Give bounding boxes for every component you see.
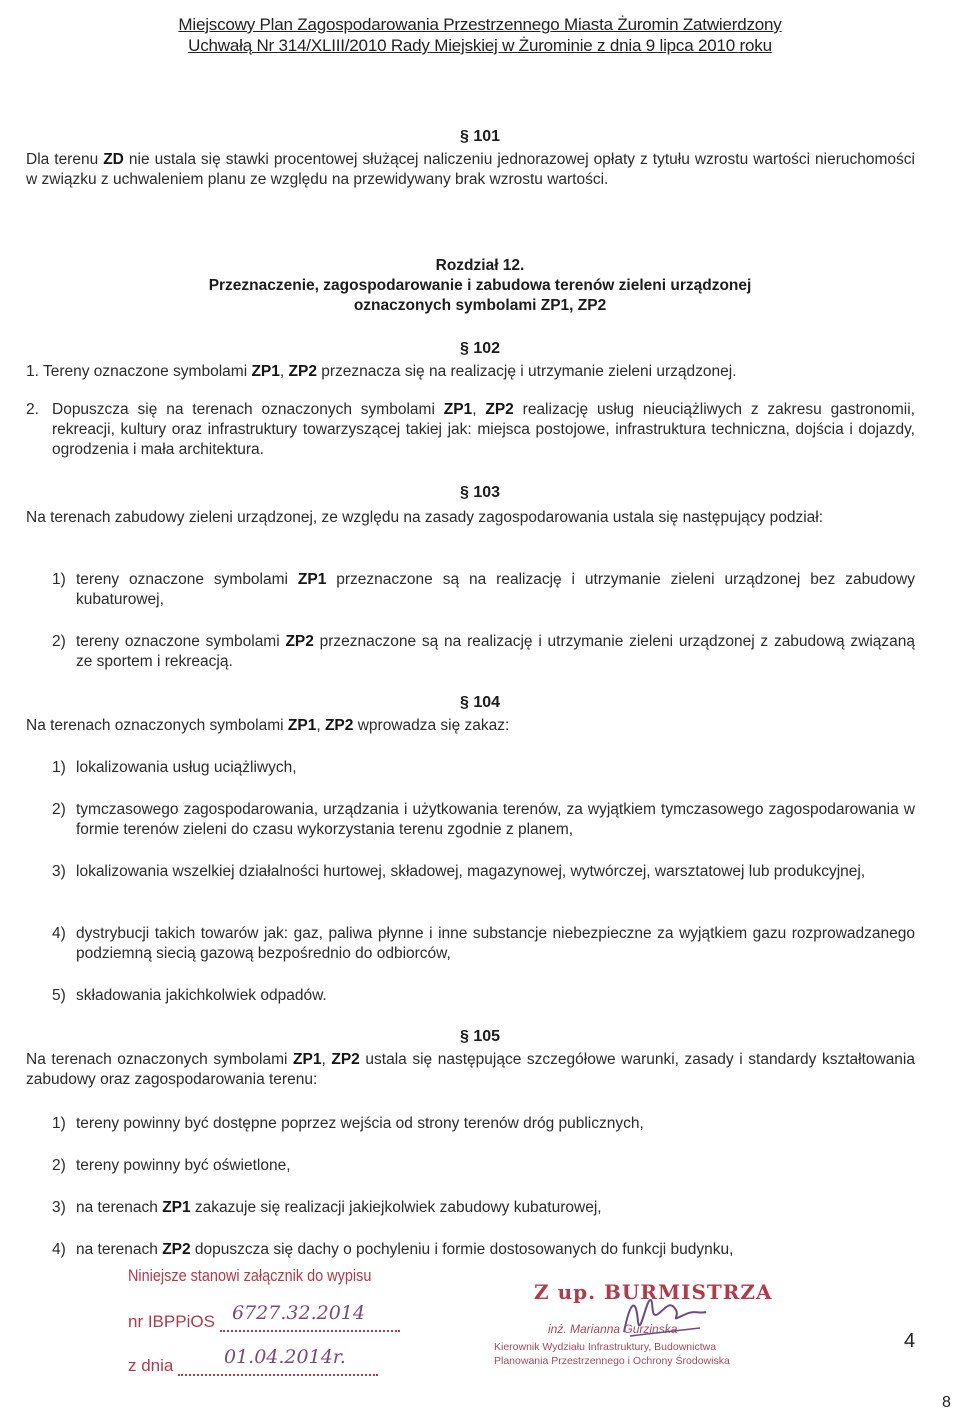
section-102-point-1: 1. Tereny oznaczone symbolami ZP1, ZP2 przeznacza się na realizację i utrzymanie zieleni urządzonej. — [26, 363, 737, 380]
section-104-item-3: 3) lokalizowania wszelkiej działalności hurtowej, składowej, magazynowej, wytwórczej, warsztatowej lub produkcyjnej, — [52, 863, 866, 880]
attachment-number-row: nr IBPPiOS — [128, 1312, 400, 1332]
chapter-subtitle-2: oznaczonych symbolami ZP1, ZP2 — [353, 297, 607, 314]
chapter-title: Rozdział 12. — [435, 257, 525, 274]
section-105-item-2: 2) tereny powinny być oświetlone, — [52, 1157, 291, 1174]
section-104-item-2: 2) tymczasowego zagospodarowania, urządzania i użytkowania terenów, za wyjątkiem tymczasowego zagospodarowania w formie terenów zieleni do czasu wykorzystania terenu zgodnie z planem, — [52, 801, 915, 838]
header-line-1: Miejscowy Plan Zagospodarowania Przestrzennego Miasta Żuromin Zatwierdzony — [178, 15, 782, 34]
section-102-point-2: 2. Dopuszcza się na terenach oznaczonych symbolami ZP1, ZP2 realizację usług nieuciążliwych z zakresu gastronomii, rekreacji, kultury oraz infrastruktury towarzyszącej takiej jak: miejsca postojowe, infrastruktura techniczna, dojścia i dojazdy, ogrodzenia i mała architektura. — [26, 401, 915, 458]
section-104-title: § 104 — [459, 694, 501, 711]
section-105-item-3: 3) na terenach ZP1 zakazuje się realizacji jakiejkolwiek zabudowy kubaturowej, — [52, 1199, 602, 1216]
section-104-item-4: 4) dystrybucji takich towarów jak: gaz, paliwa płynne i inne substancje niebezpieczne za wyjątkiem gazu rozprowadzanego podziemną siecią gazową bezpośrednio do odbiorców, — [52, 925, 915, 962]
document-header — [0, 14, 960, 56]
signature-image — [620, 1292, 710, 1342]
section-105-item-1: 1) tereny powinny być dostępne poprzez wejścia od strony terenów dróg publicznych, — [52, 1115, 644, 1132]
section-101-title: § 101 — [459, 128, 501, 145]
official-position-line-2: Planowania Przestrzennego i Ochrony Środowiska — [494, 1355, 730, 1367]
section-103-title: § 103 — [459, 484, 501, 501]
section-105-item-4: 4) na terenach ZP2 dopuszcza się dachy o pochyleniu i formie dostosowanych do funkcji budynku, — [52, 1241, 734, 1258]
handwritten-case-number: 6727.32.2014 — [232, 1302, 365, 1324]
attachment-stamp-line: Niniejsze stanowi załącznik do wypisu — [128, 1266, 372, 1285]
section-103-intro: Na terenach zabudowy zieleni urządzonej, ze względu na zasady zagospodarowania ustala się następujący podział: — [26, 509, 824, 526]
section-105-intro: Na terenach oznaczonych symbolami ZP1, ZP2 ustala się następujące szczegółowe warunki, zasady i standardy kształtowania zabudowy oraz zagospodarowania terenu: — [26, 1051, 915, 1088]
attachment-date-row: z dnia — [128, 1356, 378, 1376]
header-line-2: Uchwałą Nr 314/XLIII/2010 Rady Miejskiej w Żurominie z dnia 9 lipca 2010 roku — [188, 36, 772, 55]
official-name: inż. Marianna Gurzinska — [548, 1322, 678, 1336]
section-105-title: § 105 — [459, 1028, 501, 1045]
section-104-intro: Na terenach oznaczonych symbolami ZP1, ZP2 wprowadza się zakaz: — [26, 717, 510, 734]
handwritten-date: 01.04.2014r. — [224, 1346, 346, 1368]
official-position-line-1: Kierownik Wydziału Infrastruktury, Budownictwa — [494, 1341, 717, 1353]
chapter-subtitle-1: Przeznaczenie, zagospodarowanie i zabudowa terenów zieleni urządzonej — [208, 277, 752, 294]
section-103-item-1: 1) tereny oznaczone symbolami ZP1 przeznaczone są na realizację i utrzymanie zieleni urządzonej bez zabudowy kubaturowej, — [52, 571, 915, 608]
official-stamp-title: Z up. BURMISTRZA — [534, 1280, 773, 1304]
section-103-item-2: 2) tereny oznaczone symbolami ZP2 przeznaczone są na realizację i utrzymanie zieleni urządzonej z zabudową związaną ze sportem i rekreacją. — [52, 633, 915, 670]
section-104-item-1: 1) lokalizowania usług uciążliwych, — [52, 759, 297, 776]
section-102-title: § 102 — [459, 340, 501, 357]
sheet-number: 8 — [942, 1394, 951, 1411]
section-101-paragraph: Dla terenu ZD nie ustala się stawki procentowej służącej naliczeniu jednorazowej opłaty z tytułu wzrostu wartości nieruchomości w związku z uchwaleniem planu ze względu na przewidywany brak wzrostu wartości. — [26, 151, 915, 188]
section-104-item-5: 5) składowania jakichkolwiek odpadów. — [52, 987, 327, 1004]
page-number: 4 — [904, 1330, 916, 1352]
